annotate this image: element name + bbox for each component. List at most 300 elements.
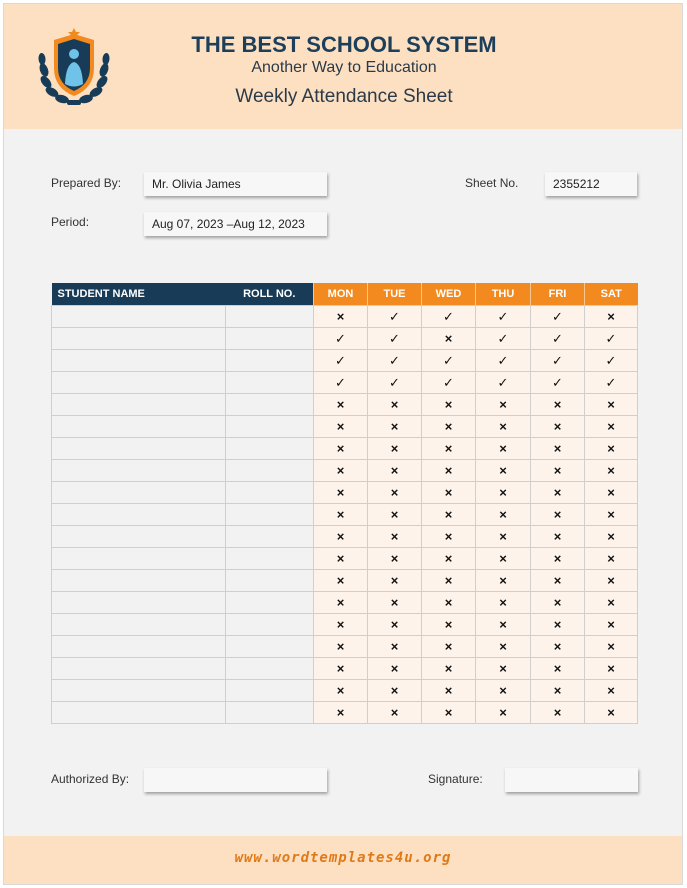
cross-mark-icon: × [336, 309, 345, 324]
cross-mark-icon: × [336, 683, 345, 698]
table-row [52, 460, 638, 482]
attendance-cell-fri[interactable] [531, 702, 585, 724]
table-row [52, 614, 638, 636]
cross-mark-icon: × [499, 595, 507, 610]
attendance-cell-tue[interactable] [368, 328, 422, 350]
attendance-cell-fri[interactable] [531, 482, 585, 504]
attendance-cell-mon[interactable] [314, 614, 368, 636]
roll-no-cell[interactable] [226, 482, 314, 504]
student-name-cell[interactable] [52, 658, 226, 680]
roll-no-cell[interactable] [226, 416, 314, 438]
attendance-cell-fri[interactable] [531, 526, 585, 548]
attendance-cell-mon[interactable] [314, 504, 368, 526]
roll-no-cell[interactable] [226, 526, 314, 548]
table-row [52, 702, 638, 724]
attendance-cell-tue[interactable] [368, 482, 422, 504]
day-header-fri: FRI [531, 283, 585, 306]
attendance-cell-tue[interactable] [368, 658, 422, 680]
cross-mark-icon: × [444, 485, 453, 500]
roll-no-cell[interactable] [226, 504, 314, 526]
attendance-cell-fri[interactable] [531, 614, 585, 636]
cross-mark-icon: × [553, 661, 562, 676]
student-name-cell[interactable] [52, 482, 226, 504]
cross-mark-icon: × [499, 463, 507, 478]
attendance-cell-wed[interactable] [422, 680, 476, 702]
attendance-cell-sat[interactable] [585, 680, 638, 702]
cross-mark-icon: × [607, 529, 615, 544]
student-name-cell[interactable] [52, 702, 226, 724]
attendance-cell-sat[interactable] [585, 548, 638, 570]
attendance-cell-wed[interactable] [422, 306, 476, 328]
student-name-cell[interactable] [52, 636, 226, 658]
attendance-cell-thu[interactable] [476, 306, 531, 328]
cross-mark-icon: × [336, 529, 345, 544]
cross-mark-icon: × [390, 441, 399, 456]
cross-mark-icon: × [390, 617, 399, 632]
signature-field[interactable] [505, 768, 638, 792]
attendance-cell-fri[interactable] [531, 328, 585, 350]
cross-mark-icon: × [390, 595, 399, 610]
attendance-cell-thu[interactable] [476, 658, 531, 680]
cross-mark-icon: × [607, 705, 615, 720]
footer-band [4, 836, 682, 884]
cross-mark-icon: × [499, 573, 507, 588]
cross-mark-icon: × [444, 705, 453, 720]
cross-mark-icon: × [390, 661, 399, 676]
check-mark-icon: ✓ [443, 374, 454, 390]
check-mark-icon: ✓ [552, 352, 563, 368]
attendance-cell-wed[interactable] [422, 482, 476, 504]
attendance-cell-tue[interactable] [368, 416, 422, 438]
day-header-tue: TUE [368, 283, 422, 306]
attendance-cell-mon[interactable] [314, 526, 368, 548]
prepared-by-label: Prepared By: [51, 176, 122, 190]
attendance-cell-sat[interactable] [585, 306, 638, 328]
attendance-cell-sat[interactable] [585, 350, 638, 372]
attendance-cell-thu[interactable] [476, 548, 531, 570]
attendance-cell-wed[interactable] [422, 658, 476, 680]
attendance-cell-thu[interactable] [476, 394, 531, 416]
student-name-cell[interactable] [52, 372, 226, 394]
check-mark-icon: ✓ [335, 330, 346, 346]
table-row [52, 350, 638, 372]
cross-mark-icon: × [444, 661, 453, 676]
school-crest-logo-icon [34, 26, 114, 110]
attendance-cell-fri[interactable] [531, 548, 585, 570]
cross-mark-icon: × [499, 485, 507, 500]
attendance-cell-mon[interactable] [314, 416, 368, 438]
cross-mark-icon: × [499, 639, 507, 654]
cross-mark-icon: × [444, 463, 453, 478]
check-mark-icon: ✓ [389, 352, 400, 368]
attendance-cell-mon[interactable] [314, 636, 368, 658]
attendance-cell-thu[interactable] [476, 460, 531, 482]
attendance-cell-wed[interactable] [422, 614, 476, 636]
authorized-by-field[interactable] [144, 768, 327, 792]
school-tagline: Another Way to Education [251, 59, 437, 76]
attendance-cell-thu[interactable] [476, 350, 531, 372]
attendance-cell-mon[interactable] [314, 438, 368, 460]
attendance-cell-tue[interactable] [368, 372, 422, 394]
student-name-cell[interactable] [52, 328, 226, 350]
attendance-cell-sat[interactable] [585, 328, 638, 350]
cross-mark-icon: × [553, 397, 562, 412]
cross-mark-icon: × [607, 309, 615, 324]
cross-mark-icon: × [499, 441, 507, 456]
attendance-cell-fri[interactable] [531, 460, 585, 482]
check-mark-icon: ✓ [605, 352, 617, 368]
cross-mark-icon: × [499, 397, 507, 412]
cross-mark-icon: × [390, 485, 399, 500]
cross-mark-icon: × [444, 617, 453, 632]
check-mark-icon: ✓ [335, 374, 346, 390]
roll-no-cell[interactable] [226, 548, 314, 570]
cross-mark-icon: × [553, 419, 562, 434]
cross-mark-icon: × [607, 661, 615, 676]
attendance-cell-mon[interactable] [314, 570, 368, 592]
cross-mark-icon: × [390, 529, 399, 544]
table-row [52, 416, 638, 438]
attendance-cell-wed[interactable] [422, 394, 476, 416]
attendance-cell-thu[interactable] [476, 372, 531, 394]
attendance-cell-fri[interactable] [531, 350, 585, 372]
attendance-cell-fri[interactable] [531, 658, 585, 680]
cross-mark-icon: × [553, 573, 562, 588]
cross-mark-icon: × [499, 551, 507, 566]
roll-no-cell[interactable] [226, 592, 314, 614]
roll-no-cell[interactable] [226, 372, 314, 394]
cross-mark-icon: × [336, 551, 345, 566]
cross-mark-icon: × [444, 551, 453, 566]
period-label: Period: [51, 215, 90, 229]
cross-mark-icon: × [607, 485, 615, 500]
check-mark-icon: ✓ [552, 330, 563, 346]
attendance-cell-sat[interactable] [585, 416, 638, 438]
attendance-cell-mon[interactable] [314, 548, 368, 570]
attendance-cell-wed[interactable] [422, 636, 476, 658]
attendance-cell-tue[interactable] [368, 306, 422, 328]
check-mark-icon: ✓ [443, 308, 454, 324]
cross-mark-icon: × [444, 441, 453, 456]
cross-mark-icon: × [607, 507, 615, 522]
cross-mark-icon: × [553, 639, 562, 654]
attendance-cell-tue[interactable] [368, 636, 422, 658]
student-name-header: STUDENT NAME [52, 283, 226, 306]
attendance-cell-thu[interactable] [476, 592, 531, 614]
attendance-cell-sat[interactable] [585, 636, 638, 658]
attendance-cell-wed[interactable] [422, 548, 476, 570]
cross-mark-icon: × [444, 573, 453, 588]
attendance-cell-mon[interactable] [314, 394, 368, 416]
sheet-no-field[interactable]: 2355212 [545, 172, 637, 196]
attendance-cell-mon[interactable] [314, 350, 368, 372]
prepared-by-field[interactable]: Mr. Olivia James [144, 172, 327, 196]
student-name-cell[interactable] [52, 438, 226, 460]
attendance-cell-thu[interactable] [476, 504, 531, 526]
attendance-cell-wed[interactable] [422, 328, 476, 350]
cross-mark-icon: × [499, 507, 507, 522]
table-row [52, 438, 638, 460]
cross-mark-icon: × [607, 419, 615, 434]
day-header-wed: WED [422, 283, 476, 306]
cross-mark-icon: × [499, 683, 507, 698]
student-name-cell[interactable] [52, 548, 226, 570]
attendance-cell-tue[interactable] [368, 570, 422, 592]
roll-no-cell[interactable] [226, 350, 314, 372]
table-header-row [52, 283, 638, 306]
attendance-cell-wed[interactable] [422, 438, 476, 460]
cross-mark-icon: × [499, 617, 507, 632]
attendance-cell-sat[interactable] [585, 570, 638, 592]
attendance-cell-fri[interactable] [531, 570, 585, 592]
roll-no-cell[interactable] [226, 680, 314, 702]
attendance-cell-sat[interactable] [585, 460, 638, 482]
student-name-cell[interactable] [52, 570, 226, 592]
cross-mark-icon: × [607, 573, 615, 588]
table-row [52, 306, 638, 328]
attendance-cell-thu[interactable] [476, 636, 531, 658]
cross-mark-icon: × [336, 507, 345, 522]
attendance-cell-wed[interactable] [422, 504, 476, 526]
attendance-cell-tue[interactable] [368, 394, 422, 416]
sheet-no-label: Sheet No. [465, 176, 519, 190]
cross-mark-icon: × [607, 551, 615, 566]
cross-mark-icon: × [553, 463, 562, 478]
table-row [52, 570, 638, 592]
cross-mark-icon: × [336, 595, 345, 610]
cross-mark-icon: × [499, 661, 507, 676]
check-mark-icon: ✓ [335, 352, 346, 368]
student-name-cell[interactable] [52, 416, 226, 438]
cross-mark-icon: × [390, 463, 399, 478]
cross-mark-icon: × [607, 639, 615, 654]
student-name-cell[interactable] [52, 592, 226, 614]
cross-mark-icon: × [390, 419, 399, 434]
cross-mark-icon: × [336, 705, 345, 720]
school-name: THE BEST SCHOOL SYSTEM [191, 32, 497, 57]
cross-mark-icon: × [553, 683, 562, 698]
signature-label: Signature: [428, 772, 483, 786]
cross-mark-icon: × [336, 573, 345, 588]
table-row [52, 328, 638, 350]
attendance-cell-mon[interactable] [314, 702, 368, 724]
cross-mark-icon: × [336, 419, 345, 434]
day-header-mon: MON [314, 283, 368, 306]
attendance-cell-tue[interactable] [368, 350, 422, 372]
attendance-cell-thu[interactable] [476, 416, 531, 438]
cross-mark-icon: × [336, 397, 345, 412]
roll-no-cell[interactable] [226, 306, 314, 328]
table-row [52, 372, 638, 394]
cross-mark-icon: × [553, 485, 562, 500]
authorized-by-label: Authorized By: [51, 772, 130, 786]
cross-mark-icon: × [607, 397, 615, 412]
check-mark-icon: ✓ [497, 374, 509, 390]
attendance-cell-wed[interactable] [422, 592, 476, 614]
cross-mark-icon: × [607, 441, 615, 456]
sheet-title: Weekly Attendance Sheet [235, 86, 453, 107]
cross-mark-icon: × [553, 705, 562, 720]
cross-mark-icon: × [336, 639, 345, 654]
student-name-cell[interactable] [52, 350, 226, 372]
attendance-cell-tue[interactable] [368, 702, 422, 724]
attendance-cell-sat[interactable] [585, 614, 638, 636]
attendance-cell-tue[interactable] [368, 460, 422, 482]
attendance-cell-tue[interactable] [368, 680, 422, 702]
table-row [52, 504, 638, 526]
attendance-cell-mon[interactable] [314, 372, 368, 394]
attendance-cell-fri[interactable] [531, 372, 585, 394]
attendance-cell-sat[interactable] [585, 504, 638, 526]
attendance-cell-thu[interactable] [476, 328, 531, 350]
roll-no-cell[interactable] [226, 614, 314, 636]
table-row [52, 658, 638, 680]
attendance-cell-wed[interactable] [422, 526, 476, 548]
table-row [52, 636, 638, 658]
attendance-cell-fri[interactable] [531, 438, 585, 460]
day-header-sat: SAT [585, 283, 638, 306]
attendance-cell-mon[interactable] [314, 658, 368, 680]
attendance-cell-thu[interactable] [476, 702, 531, 724]
attendance-cell-tue[interactable] [368, 526, 422, 548]
cross-mark-icon: × [390, 573, 399, 588]
attendance-cell-sat[interactable] [585, 658, 638, 680]
attendance-cell-tue[interactable] [368, 548, 422, 570]
cross-mark-icon: × [390, 705, 399, 720]
roll-no-cell[interactable] [226, 394, 314, 416]
table-row [52, 394, 638, 416]
student-name-cell[interactable] [52, 614, 226, 636]
attendance-cell-tue[interactable] [368, 592, 422, 614]
table-row [52, 482, 638, 504]
period-field[interactable]: Aug 07, 2023 –Aug 12, 2023 [144, 212, 327, 236]
attendance-cell-wed[interactable] [422, 416, 476, 438]
check-mark-icon: ✓ [443, 352, 454, 368]
student-name-cell[interactable] [52, 526, 226, 548]
student-name-cell[interactable] [52, 306, 226, 328]
table-row [52, 526, 638, 548]
attendance-cell-sat[interactable] [585, 592, 638, 614]
attendance-cell-thu[interactable] [476, 680, 531, 702]
attendance-cell-sat[interactable] [585, 372, 638, 394]
cross-mark-icon: × [390, 683, 399, 698]
website-link[interactable]: www.wordtemplates4u.org [234, 850, 452, 866]
student-name-cell[interactable] [52, 460, 226, 482]
attendance-cell-fri[interactable] [531, 636, 585, 658]
check-mark-icon: ✓ [497, 330, 509, 346]
attendance-cell-fri[interactable] [531, 306, 585, 328]
roll-no-cell[interactable] [226, 636, 314, 658]
check-mark-icon: ✓ [497, 352, 509, 368]
check-mark-icon: ✓ [605, 374, 617, 390]
table-row [52, 680, 638, 702]
attendance-cell-mon[interactable] [314, 680, 368, 702]
roll-no-cell[interactable] [226, 702, 314, 724]
attendance-cell-thu[interactable] [476, 482, 531, 504]
cross-mark-icon: × [444, 507, 453, 522]
attendance-cell-wed[interactable] [422, 372, 476, 394]
attendance-cell-thu[interactable] [476, 614, 531, 636]
attendance-cell-wed[interactable] [422, 570, 476, 592]
attendance-cell-fri[interactable] [531, 592, 585, 614]
attendance-cell-tue[interactable] [368, 614, 422, 636]
attendance-cell-mon[interactable] [314, 592, 368, 614]
student-name-cell[interactable] [52, 680, 226, 702]
cross-mark-icon: × [336, 485, 345, 500]
attendance-cell-thu[interactable] [476, 526, 531, 548]
attendance-cell-fri[interactable] [531, 394, 585, 416]
roll-no-cell[interactable] [226, 438, 314, 460]
cross-mark-icon: × [607, 617, 615, 632]
attendance-cell-mon[interactable] [314, 328, 368, 350]
cross-mark-icon: × [444, 639, 453, 654]
attendance-cell-wed[interactable] [422, 350, 476, 372]
attendance-sheet [3, 3, 683, 885]
attendance-cell-sat[interactable] [585, 526, 638, 548]
check-mark-icon: ✓ [605, 330, 617, 346]
check-mark-icon: ✓ [552, 374, 563, 390]
cross-mark-icon: × [390, 551, 399, 566]
check-mark-icon: ✓ [389, 330, 400, 346]
header-band [4, 4, 682, 129]
attendance-cell-wed[interactable] [422, 460, 476, 482]
roll-no-header: ROLL NO. [226, 283, 314, 306]
table-row [52, 548, 638, 570]
cross-mark-icon: × [553, 551, 562, 566]
check-mark-icon: ✓ [389, 374, 400, 390]
attendance-cell-fri[interactable] [531, 504, 585, 526]
check-mark-icon: ✓ [497, 308, 509, 324]
student-name-cell[interactable] [52, 504, 226, 526]
cross-mark-icon: × [607, 463, 615, 478]
day-header-thu: THU [476, 283, 531, 306]
roll-no-cell[interactable] [226, 460, 314, 482]
cross-mark-icon: × [444, 529, 453, 544]
cross-mark-icon: × [553, 441, 562, 456]
roll-no-cell[interactable] [226, 570, 314, 592]
attendance-cell-mon[interactable] [314, 482, 368, 504]
attendance-cell-fri[interactable] [531, 416, 585, 438]
cross-mark-icon: × [553, 595, 562, 610]
roll-no-cell[interactable] [226, 328, 314, 350]
cross-mark-icon: × [390, 507, 399, 522]
cross-mark-icon: × [444, 397, 453, 412]
cross-mark-icon: × [390, 397, 399, 412]
attendance-cell-sat[interactable] [585, 482, 638, 504]
attendance-cell-fri[interactable] [531, 680, 585, 702]
attendance-cell-sat[interactable] [585, 394, 638, 416]
attendance-cell-thu[interactable] [476, 570, 531, 592]
attendance-cell-thu[interactable] [476, 438, 531, 460]
roll-no-cell[interactable] [226, 658, 314, 680]
attendance-cell-tue[interactable] [368, 504, 422, 526]
attendance-cell-sat[interactable] [585, 438, 638, 460]
student-name-cell[interactable] [52, 394, 226, 416]
cross-mark-icon: × [607, 683, 615, 698]
cross-mark-icon: × [499, 529, 507, 544]
check-mark-icon: ✓ [552, 308, 563, 324]
check-mark-icon: ✓ [389, 308, 400, 324]
attendance-cell-mon[interactable] [314, 460, 368, 482]
attendance-cell-tue[interactable] [368, 438, 422, 460]
table-row [52, 592, 638, 614]
attendance-table [51, 283, 638, 724]
cross-mark-icon: × [553, 507, 562, 522]
attendance-cell-sat[interactable] [585, 702, 638, 724]
attendance-cell-mon[interactable] [314, 306, 368, 328]
cross-mark-icon: × [444, 595, 453, 610]
attendance-cell-wed[interactable] [422, 702, 476, 724]
